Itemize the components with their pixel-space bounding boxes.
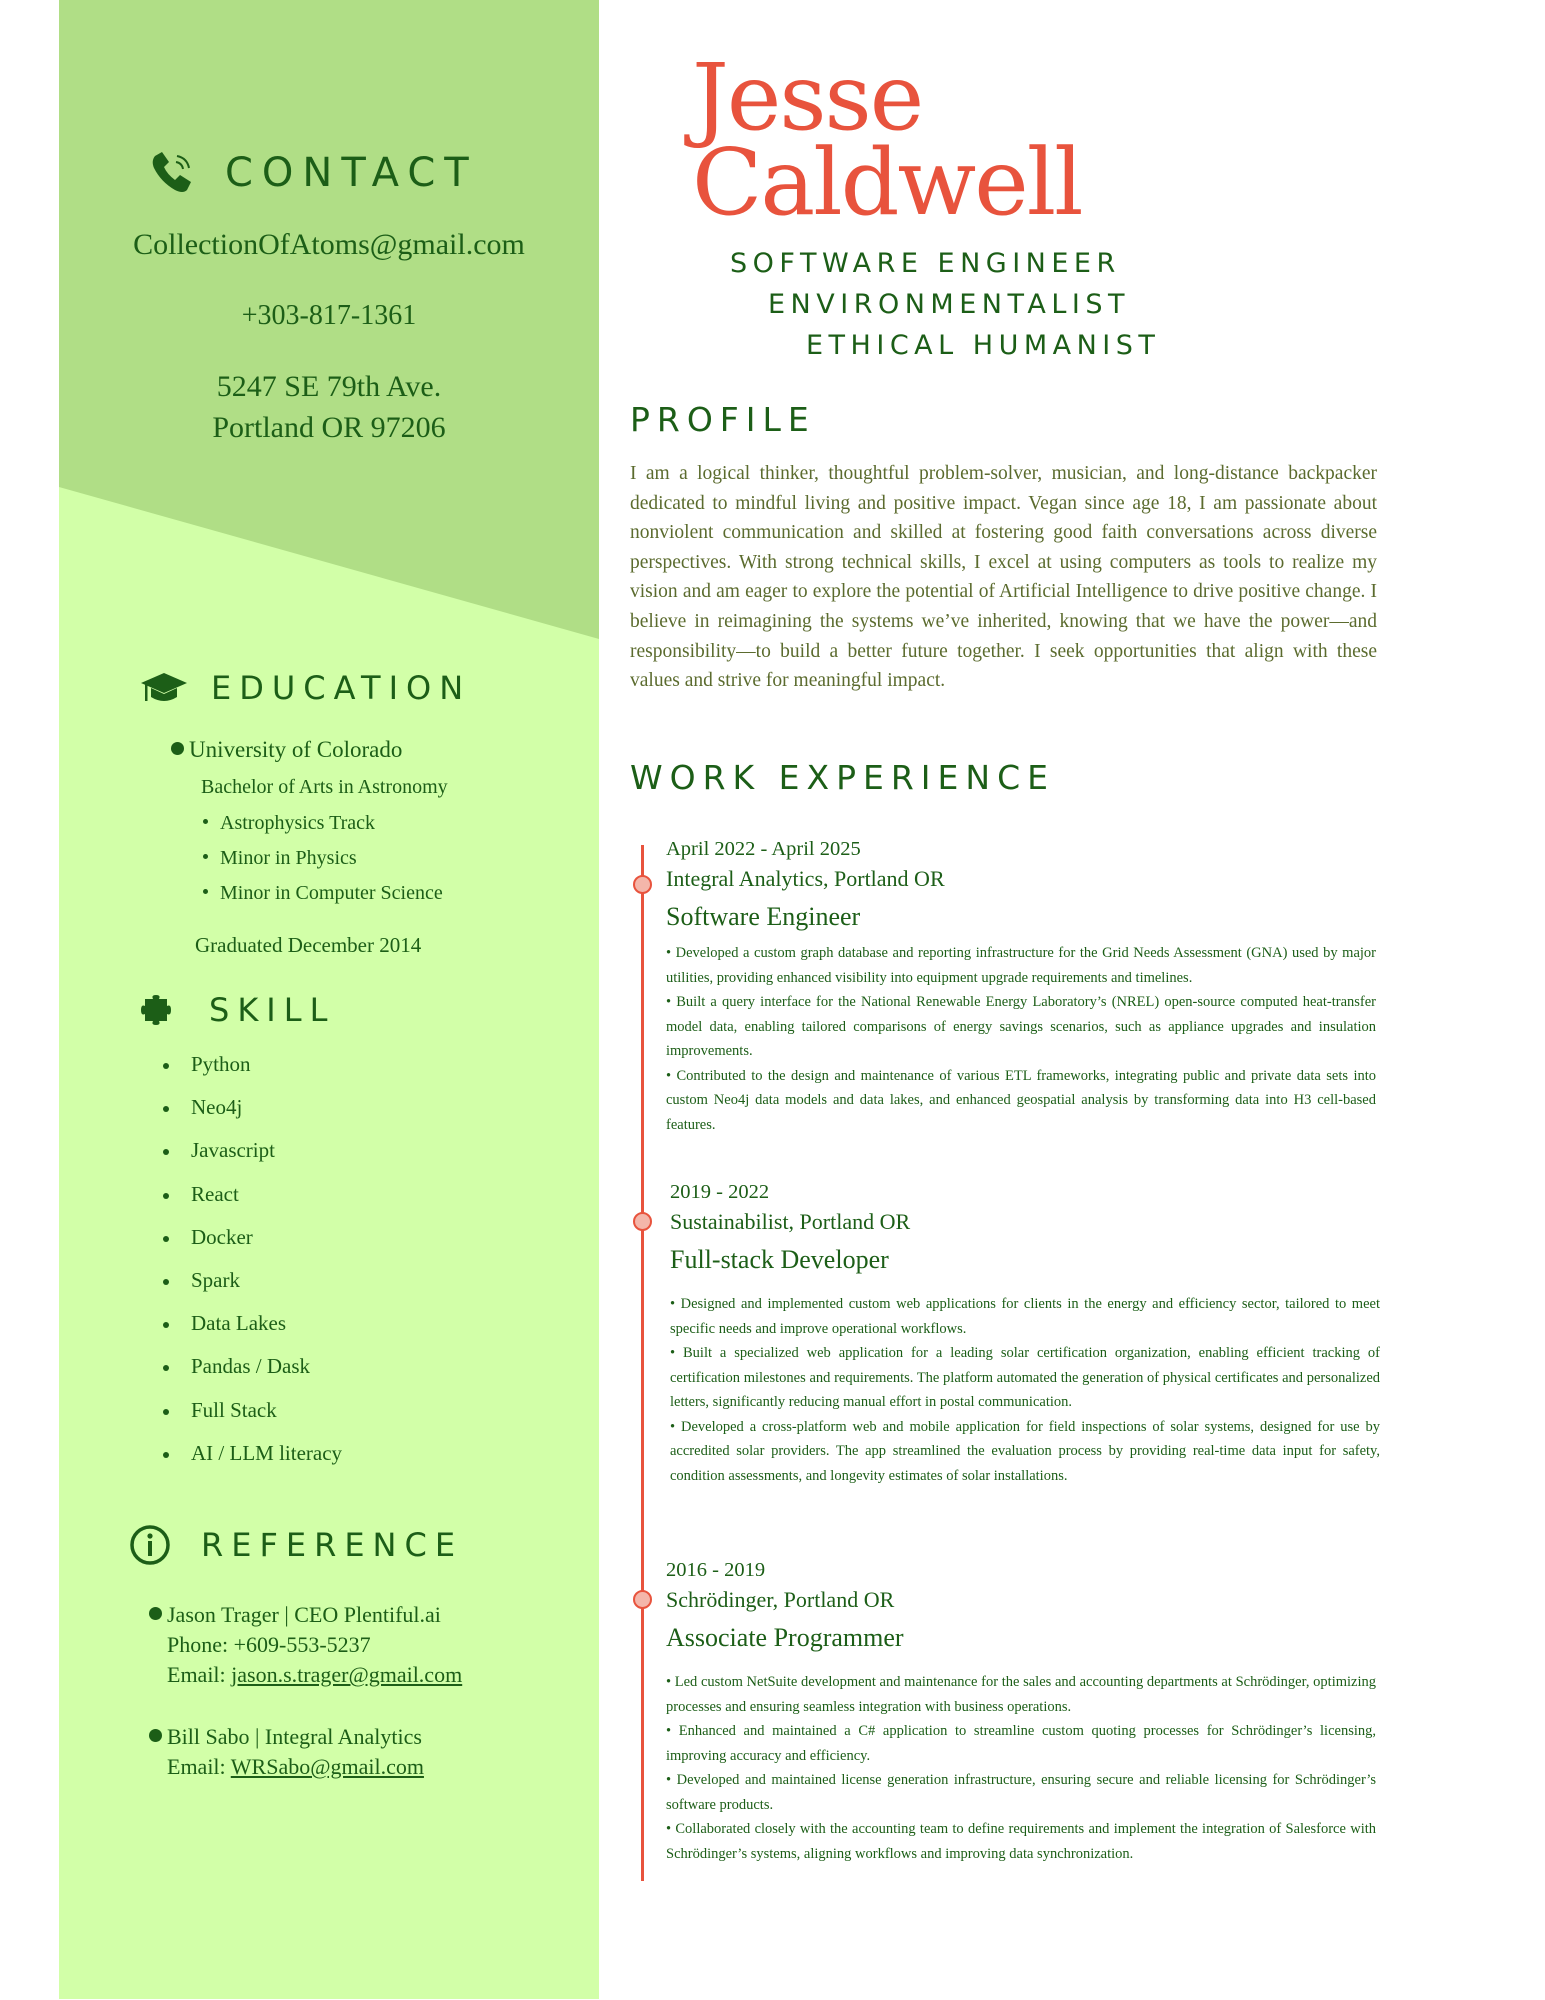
skills-title: SKILL xyxy=(209,991,336,1029)
job-bullet: • Collaborated closely with the accounting team to define requirements and implement the integration of Salesforce with Schrödinger’s systems, aligning workflows and improving data synchronization. xyxy=(666,1821,1376,1862)
skill-item: Neo4j xyxy=(155,1095,342,1138)
bullet-icon xyxy=(163,1236,169,1242)
reference-name: Bill Sabo | Integral Analytics xyxy=(167,1724,422,1749)
bullet-icon xyxy=(149,1729,162,1742)
job-role: Full-stack Developer xyxy=(670,1245,889,1274)
tagline: ETHICAL HUMANIST xyxy=(806,330,1161,361)
job-dates: 2019 - 2022 xyxy=(670,1181,770,1203)
bullet-icon xyxy=(163,1322,169,1328)
reference-heading-line xyxy=(149,1722,424,1752)
puzzle-piece-icon xyxy=(137,990,187,1030)
reference-email-link[interactable]: jason.s.trager@gmail.com xyxy=(231,1662,463,1687)
work-experience-heading: WORK EXPERIENCE xyxy=(630,758,1055,797)
contact-address-line2: Portland OR 97206 xyxy=(212,411,446,444)
bullet-icon xyxy=(163,1193,169,1199)
bullet-icon xyxy=(163,1365,169,1371)
tagline: SOFTWARE ENGINEER xyxy=(730,248,1121,279)
reference-email-line: Email: jason.s.trager@gmail.com xyxy=(167,1662,463,1687)
reference-heading-line xyxy=(149,1600,462,1630)
school-name: University of Colorado xyxy=(189,737,403,762)
name-first: Jesse xyxy=(692,44,923,151)
reference-phone-line: Phone: +609-553-5237 xyxy=(167,1632,371,1657)
graduation-cap-icon xyxy=(139,668,189,708)
job-company: Sustainabilist, Portland OR xyxy=(670,1209,911,1234)
profile-heading: PROFILE xyxy=(630,400,816,439)
reference-item xyxy=(149,1600,462,1690)
timeline-marker-icon xyxy=(633,1212,652,1231)
skill-item: Data Lakes xyxy=(155,1311,342,1354)
job-bullets xyxy=(666,941,1376,1137)
contact-email[interactable]: CollectionOfAtoms@gmail.com xyxy=(133,228,525,261)
education-school xyxy=(171,737,402,763)
reference-email-link[interactable]: WRSabo@gmail.com xyxy=(230,1754,424,1779)
contact-address-line1: 5247 SE 79th Ave. xyxy=(216,370,442,403)
job-bullet: • Designed and implemented custom web applications for clients in the energy and efficiency sector, tailored to meet specific needs and improve operational workflows. xyxy=(670,1296,1380,1337)
skill-item: React xyxy=(155,1182,342,1225)
job-bullets xyxy=(670,1292,1380,1488)
job-bullet: • Built a specialized web application for a leading solar certification organization, enabling efficient tracking of certification milestones and requirements. The platform automated the generation of physical certificates and personalized letters, significantly reducing manual effort in postal communication. xyxy=(670,1345,1380,1410)
education-detail: Minor in Physics xyxy=(203,847,357,870)
bullet-icon xyxy=(149,1607,162,1620)
tagline: ENVIRONMENTALIST xyxy=(768,289,1130,320)
job-company: Schrödinger, Portland OR xyxy=(666,1587,895,1612)
skill-item: AI / LLM literacy xyxy=(155,1441,342,1484)
bullet-icon xyxy=(163,1279,169,1285)
timeline-marker-icon xyxy=(633,875,652,894)
skill-item: Spark xyxy=(155,1268,342,1311)
info-icon xyxy=(129,1525,179,1565)
job-bullet: • Led custom NetSuite development and maintenance for the sales and accounting departments at Schrödinger, optimizing processes and ensuring seamless integration with business operations. xyxy=(666,1674,1376,1715)
reference-heading xyxy=(129,1525,463,1565)
job-role: Software Engineer xyxy=(666,902,861,931)
bullet-icon xyxy=(203,854,208,859)
skill-item: Python xyxy=(155,1052,342,1095)
reference-name: Jason Trager | CEO Plentiful.ai xyxy=(167,1602,441,1627)
education-detail: Astrophysics Track xyxy=(203,812,375,835)
reference-phone[interactable]: +609-553-5237 xyxy=(233,1632,371,1657)
job-role: Associate Programmer xyxy=(666,1623,904,1652)
timeline-marker-icon xyxy=(633,1590,652,1609)
job-dates: 2016 - 2019 xyxy=(666,1559,766,1581)
job-bullet: • Contributed to the design and maintenance of various ETL frameworks, integrating public and private data sets into custom Neo4j data models and data lakes, and enhanced geospatial analysis by transforming data into H3 cell-based features. xyxy=(666,1067,1376,1133)
contact-phone[interactable]: +303-817-1361 xyxy=(241,300,417,331)
education-graduated: Graduated December 2014 xyxy=(195,933,422,957)
job-bullets xyxy=(666,1670,1376,1866)
education-degree: Bachelor of Arts in Astronomy xyxy=(201,776,448,798)
profile-text: I am a logical thinker, thoughtful problem-solver, musician, and long-distance backpacker dedicated to mindful living and positive impact. Vegan since age 18, I am passionate about nonviolent communication and skilled at fostering good faith conversations across diverse perspectives. With strong technical skills, I excel at using computers as tools to realize my vision and am eager to explore the potential of Artificial Intelligence to drive positive change. I believe in reimagining the systems we’ve inherited, knowing that we have the power—and responsibility—to build a better future together. I seek opportunities that align with these values and strive for meaningful impact. xyxy=(630,463,1377,692)
job-entry xyxy=(666,1556,1376,1866)
bullet-icon xyxy=(171,742,184,755)
job-dates: April 2022 - April 2025 xyxy=(666,838,861,860)
skill-item: Javascript xyxy=(155,1138,342,1181)
timeline-line xyxy=(641,845,644,1881)
skills-heading xyxy=(137,990,335,1030)
skill-item: Docker xyxy=(155,1225,342,1268)
bullet-icon xyxy=(203,819,208,824)
job-bullet: • Developed and maintained license generation infrastructure, ensuring secure and reliable licensing for Schrödinger’s software products. xyxy=(666,1772,1376,1813)
job-bullet: • Developed a cross-platform web and mobile application for field inspections of solar systems, designed for use by accredited solar providers. The app streamlined the evaluation process by providing real-time data input for safety, condition assessments, and longevity estimates of solar installations. xyxy=(670,1418,1380,1484)
job-entry xyxy=(666,835,1376,1137)
bullet-icon xyxy=(163,1106,169,1112)
bullet-icon xyxy=(163,1409,169,1415)
education-title: EDUCATION xyxy=(211,669,472,707)
education-heading xyxy=(139,668,471,708)
contact-title: CONTACT xyxy=(225,150,478,196)
job-bullet: • Enhanced and maintained a C# application to streamline custom quoting processes for Schrödinger’s licensing, improving accuracy and efficiency. xyxy=(666,1723,1376,1764)
bullet-icon xyxy=(163,1149,169,1155)
reference-title: REFERENCE xyxy=(201,1526,464,1564)
reference-item xyxy=(149,1722,424,1782)
sidebar xyxy=(59,0,599,1999)
skill-item: Full Stack xyxy=(155,1398,342,1441)
job-bullet: • Developed a custom graph database and reporting infrastructure for the Grid Needs Assessment (GNA) used by major utilities, providing enhanced visibility into equipment upgrade requirements and timelines. xyxy=(666,945,1376,986)
contact-heading xyxy=(149,150,478,196)
job-company: Integral Analytics, Portland OR xyxy=(666,866,945,891)
phone-icon xyxy=(149,150,195,196)
skill-item: Pandas / Dask xyxy=(155,1354,342,1397)
reference-email-line: Email: WRSabo@gmail.com xyxy=(167,1754,424,1779)
job-entry xyxy=(670,1178,1380,1488)
bullet-icon xyxy=(163,1452,169,1458)
name-last: Caldwell xyxy=(692,129,1082,236)
bullet-icon xyxy=(163,1063,169,1069)
bullet-icon xyxy=(203,889,208,894)
education-detail: Minor in Computer Science xyxy=(203,882,443,905)
skills-list xyxy=(155,1052,342,1484)
job-bullet: • Built a query interface for the National Renewable Energy Laboratory’s (NREL) open-source computed heat-transfer model data, enabling tailored comparisons of energy savings scenarios, such as appliance upgrades and insulation improvements. xyxy=(666,994,1376,1059)
